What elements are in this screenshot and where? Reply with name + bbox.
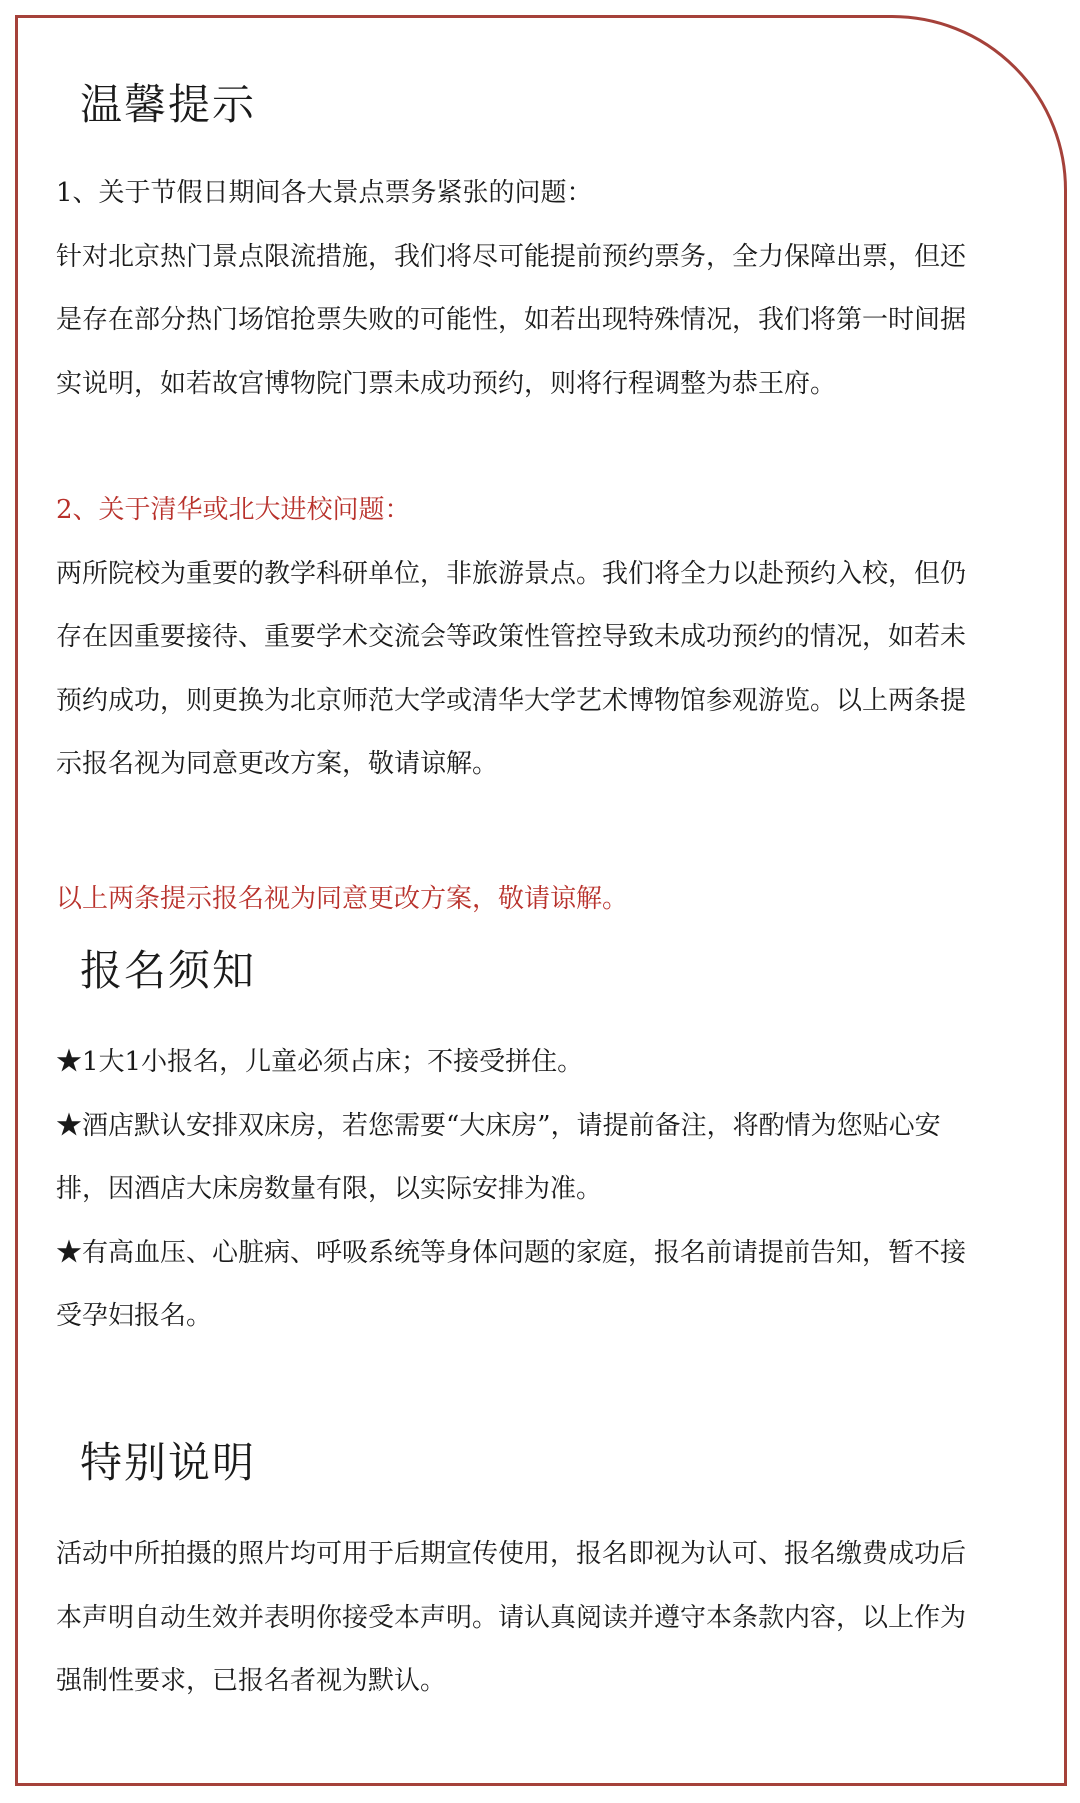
tips-item-2-line: 存在因重要接待、重要学术交流会等政策性管控导致未成功预约的情况，如若未 (56, 622, 967, 652)
special-line: 强制性要求，已报名者视为默认。 (56, 1666, 447, 1696)
tips-item-1 (56, 162, 1036, 416)
registration-line: ★有高血压、心脏病、呼吸系统等身体问题的家庭，报名前请提前告知，暂不接 (56, 1237, 967, 1268)
registration-line: 受孕妇报名。 (56, 1301, 213, 1331)
special-text (56, 1523, 1036, 1714)
tips-item-2-line: 示报名视为同意更改方案，敬请谅解。 (56, 749, 499, 779)
special-line: 活动中所拍摄的照片均可用于后期宣传使用，报名即视为认可、报名缴费成功后 (56, 1539, 967, 1569)
tips-item-2 (56, 479, 1036, 797)
special-line: 本声明自动生效并表明你接受本声明。请认真阅读并遵守本条款内容，以上作为 (56, 1602, 967, 1633)
tips-item-1-heading: 1、关于节假日期间各大景点票务紧张的问题： (56, 178, 593, 208)
registration-title: 报名须知 (80, 946, 257, 995)
tips-item-1-line: 实说明，如若故宫博物院门票未成功预约，则将行程调整为恭王府。 (56, 368, 837, 399)
tips-item-1-line: 针对北京热门景点限流措施，我们将尽可能提前预约票务，全力保障出票，但还 (56, 241, 967, 272)
special-title: 特别说明 (80, 1438, 257, 1487)
registration-line: 排，因酒店大床房数量有限，以实际安排为准。 (56, 1174, 603, 1204)
tips-notice: 以上两条提示报名视为同意更改方案，敬请谅解。 (56, 884, 629, 914)
registration-line: ★酒店默认安排双床房，若您需要“大床房”，请提前备注，将酌情为您贴心安 (56, 1110, 941, 1141)
tips-item-2-line: 两所院校为重要的教学科研单位，非旅游景点。我们将全力以赴预约入校，但仍 (56, 558, 967, 589)
registration-line: ★1大1小报名，儿童必须占床；不接受拼住。 (56, 1047, 584, 1077)
tips-item-1-line: 是存在部分热门场馆抢票失败的可能性，如若出现特殊情况，我们将第一时间据 (56, 305, 967, 335)
tips-item-2-heading: 2、关于清华或北大进校问题： (56, 495, 411, 525)
tips-title: 温馨提示 (80, 80, 257, 129)
registration-list (56, 1031, 1036, 1349)
tips-item-2-line: 预约成功，则更换为北京师范大学或清华大学艺术博物馆参观游览。以上两条提 (56, 685, 967, 716)
